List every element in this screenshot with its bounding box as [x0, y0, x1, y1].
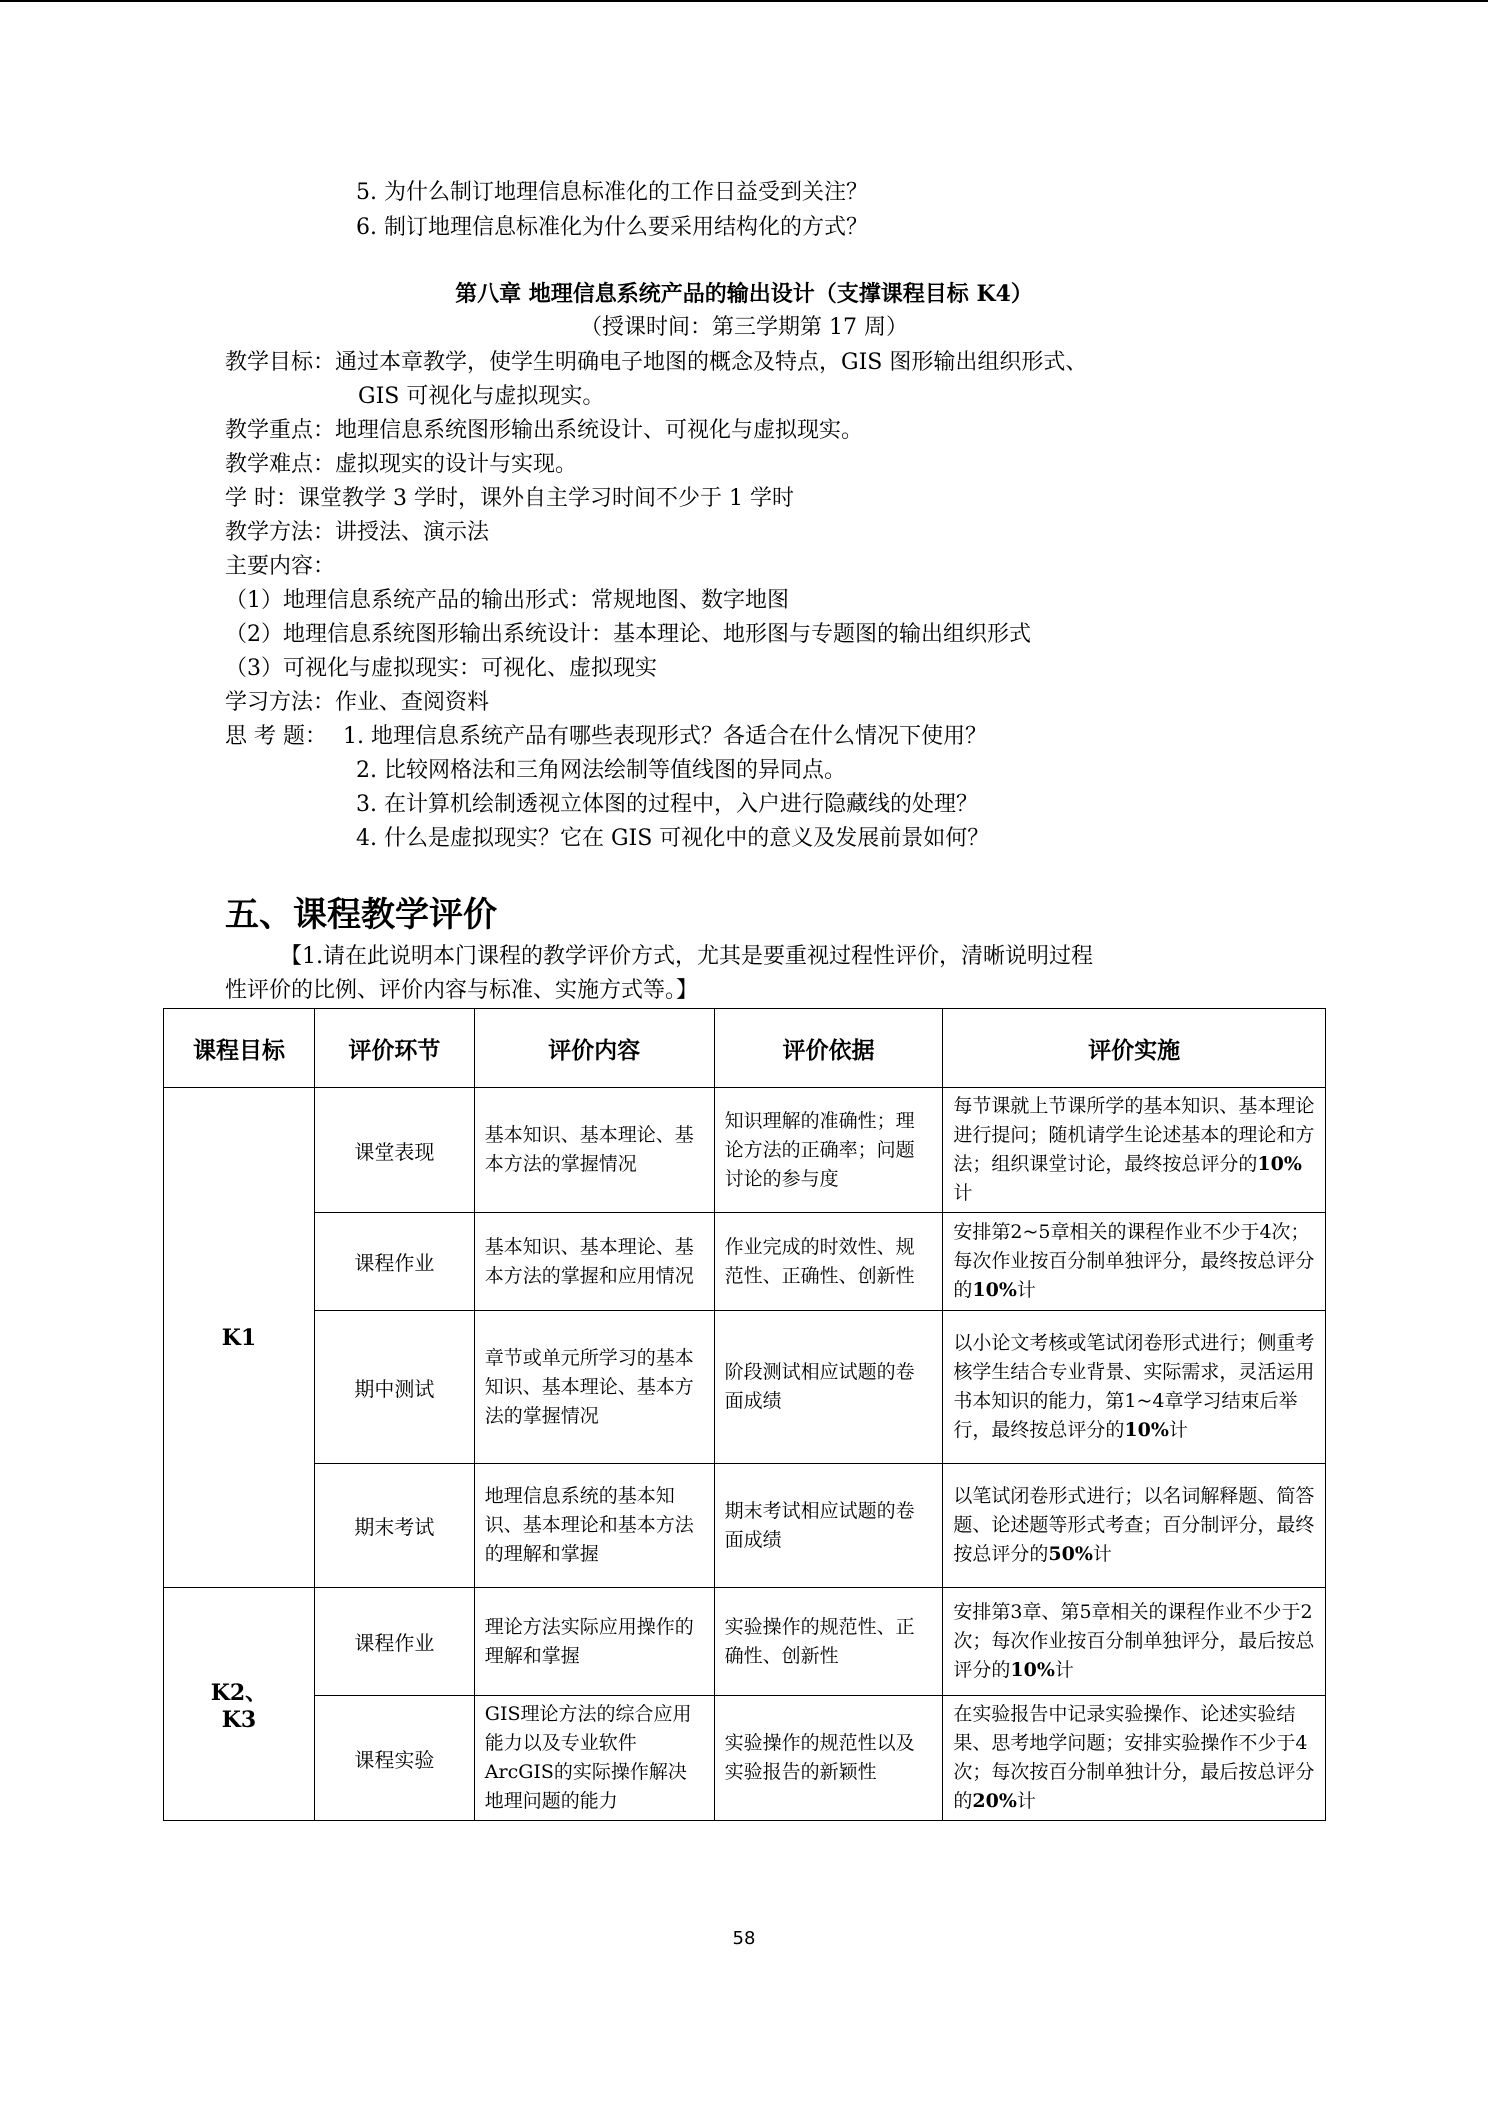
section-heading: 五、课程教学评价	[225, 895, 497, 935]
content-cell: 地理信息系统的基本知识、基本理论和基本方法的理解和掌握	[474, 1464, 714, 1588]
impl-percent: 10%	[1010, 1659, 1055, 1681]
main-content-label: 主要内容：	[225, 554, 336, 579]
page-number: 58	[732, 1928, 756, 1949]
section-note-line1: 【1.请在此说明本门课程的教学评价方式，尤其是要重视过程性评价，清晰说明过程	[280, 944, 1093, 969]
question-5: 5. 为什么制订地理信息标准化的工作日益受到关注？	[356, 180, 868, 205]
table-header-row	[164, 1009, 1326, 1088]
impl-text: 安排第2~5章相关的课程作业不少于4次；每次作业按百分制单独评分，最终按总评分的	[953, 1221, 1315, 1301]
link-cell: 课程实验	[314, 1696, 474, 1821]
thinking-question-3: 3. 在计算机绘制透视立体图的过程中，入户进行隐藏线的处理？	[356, 792, 978, 817]
header-course-goal: 课程目标	[164, 1009, 315, 1088]
link-cell: 课程作业	[314, 1588, 474, 1696]
goal-cell-k2-k3	[164, 1588, 315, 1821]
header-eval-basis: 评价依据	[714, 1009, 943, 1088]
basis-cell: 实验操作的规范性、正确性、创新性	[714, 1588, 943, 1696]
table-row	[164, 1464, 1326, 1588]
impl-percent: 20%	[972, 1790, 1017, 1812]
impl-cell	[943, 1464, 1326, 1588]
goal-line: K2、	[210, 1679, 268, 1706]
basis-cell: 阶段测试相应试题的卷面成绩	[714, 1311, 943, 1464]
impl-percent: 10%	[1124, 1419, 1169, 1441]
content-cell: 章节或单元所学习的基本知识、基本理论、基本方法的掌握情况	[474, 1311, 714, 1464]
impl-text: 在实验报告中记录实验操作、论述实验结果、思考地学问题；安排实验操作不少于4次；每次按百分制单独计分，最后按总评分的	[953, 1703, 1315, 1812]
questions-label: 思 考 题：	[225, 724, 327, 749]
content-item-1: （1）地理信息系统产品的输出形式：常规地图、数字地图	[225, 588, 789, 613]
impl-percent: 10%	[1257, 1153, 1302, 1175]
content-cell: 基本知识、基本理论、基本方法的掌握情况	[474, 1088, 714, 1213]
table-row	[164, 1588, 1326, 1696]
impl-suffix: 计	[1054, 1659, 1074, 1681]
content-item-3: （3）可视化与虚拟现实：可视化、虚拟现实	[225, 656, 657, 681]
impl-suffix: 计	[1168, 1419, 1188, 1441]
table-row	[164, 1696, 1326, 1821]
link-cell: 课程作业	[314, 1213, 474, 1311]
table-row	[164, 1213, 1326, 1311]
table-row	[164, 1088, 1326, 1213]
content-cell: 基本知识、基本理论、基本方法的掌握和应用情况	[474, 1213, 714, 1311]
question-6: 6. 制订地理信息标准化为什么要采用结构化的方式？	[356, 215, 868, 240]
class-hours: 学 时：课堂教学 3 学时，课外自主学习时间不少于 1 学时	[225, 486, 794, 511]
header-eval-impl: 评价实施	[943, 1009, 1326, 1088]
key-points: 教学重点：地理信息系统图形输出系统设计、可视化与虚拟现实。	[225, 418, 864, 443]
evaluation-table	[163, 1008, 1326, 1821]
impl-cell	[943, 1696, 1326, 1821]
thinking-question-4: 4. 什么是虚拟现实？它在 GIS 可视化中的意义及发展前景如何？	[356, 826, 990, 851]
impl-suffix: 计	[1016, 1279, 1036, 1301]
goal-line: K3	[221, 1706, 257, 1733]
impl-percent: 50%	[1048, 1543, 1093, 1565]
link-cell: 期中测试	[314, 1311, 474, 1464]
content-item-2: （2）地理信息系统图形输出系统设计：基本理论、地形图与专题图的输出组织形式	[225, 622, 1031, 647]
impl-suffix: 计	[1092, 1543, 1112, 1565]
impl-cell	[943, 1311, 1326, 1464]
impl-text: 每节课就上节课所学的基本知识、基本理论进行提问；随机请学生论述基本的理论和方法；组织课堂讨论，最终按总评分的	[953, 1095, 1315, 1175]
page-top-border	[0, 0, 1488, 2]
table-row	[164, 1311, 1326, 1464]
impl-suffix: 计	[953, 1182, 973, 1204]
impl-suffix: 计	[1016, 1790, 1036, 1812]
header-eval-link: 评价环节	[314, 1009, 474, 1088]
basis-cell: 实验操作的规范性以及实验报告的新颖性	[714, 1696, 943, 1821]
basis-cell: 知识理解的准确性；理论方法的正确率；问题讨论的参与度	[714, 1088, 943, 1213]
study-methods: 学习方法：作业、查阅资料	[225, 690, 490, 715]
impl-text: 以笔试闭卷形式进行；以名词解释题、简答题、论述题等形式考查；百分制评分，最终按总评分的	[953, 1485, 1315, 1565]
teaching-goal-line2: GIS 可视化与虚拟现实。	[358, 384, 605, 409]
teaching-goal-line1: 教学目标：通过本章教学，使学生明确电子地图的概念及特点，GIS 图形输出组织形式、	[225, 350, 1088, 375]
header-eval-content: 评价内容	[474, 1009, 714, 1088]
goal-cell-k1: K1	[164, 1088, 315, 1588]
impl-percent: 10%	[972, 1279, 1017, 1301]
thinking-question-2: 2. 比较网格法和三角网法绘制等值线图的异同点。	[356, 758, 846, 783]
link-cell: 课堂表现	[314, 1088, 474, 1213]
basis-cell: 作业完成的时效性、规范性、正确性、创新性	[714, 1213, 943, 1311]
impl-text: 以小论文考核或笔试闭卷形式进行；侧重考核学生结合专业背景、实际需求，灵活运用书本知识的能力，第1~4章学习结束后举行，最终按总评分的	[953, 1332, 1315, 1441]
impl-cell	[943, 1588, 1326, 1696]
thinking-question-1: 1. 地理信息系统产品有哪些表现形式？各适合在什么情况下使用？	[343, 724, 987, 749]
content-cell: 理论方法实际应用操作的理解和掌握	[474, 1588, 714, 1696]
chapter-time: （授课时间：第三学期第 17 周）	[580, 315, 908, 340]
impl-cell	[943, 1088, 1326, 1213]
section-note-line2: 性评价的比例、评价内容与标准、实施方式等。】	[225, 978, 699, 1003]
chapter-title: 第八章 地理信息系统产品的输出设计（支撑课程目标 K4）	[455, 281, 1033, 307]
basis-cell: 期末考试相应试题的卷面成绩	[714, 1464, 943, 1588]
content-cell: GIS理论方法的综合应用能力以及专业软件ArcGIS的实际操作解决地理问题的能力	[474, 1696, 714, 1821]
impl-cell	[943, 1213, 1326, 1311]
difficulties: 教学难点：虚拟现实的设计与实现。	[225, 452, 578, 477]
impl-text: 安排第3章、第5章相关的课程作业不少于2次；每次作业按百分制单独评分，最后按总评分的	[953, 1601, 1315, 1681]
link-cell: 期末考试	[314, 1464, 474, 1588]
teaching-methods: 教学方法：讲授法、演示法	[225, 520, 490, 545]
